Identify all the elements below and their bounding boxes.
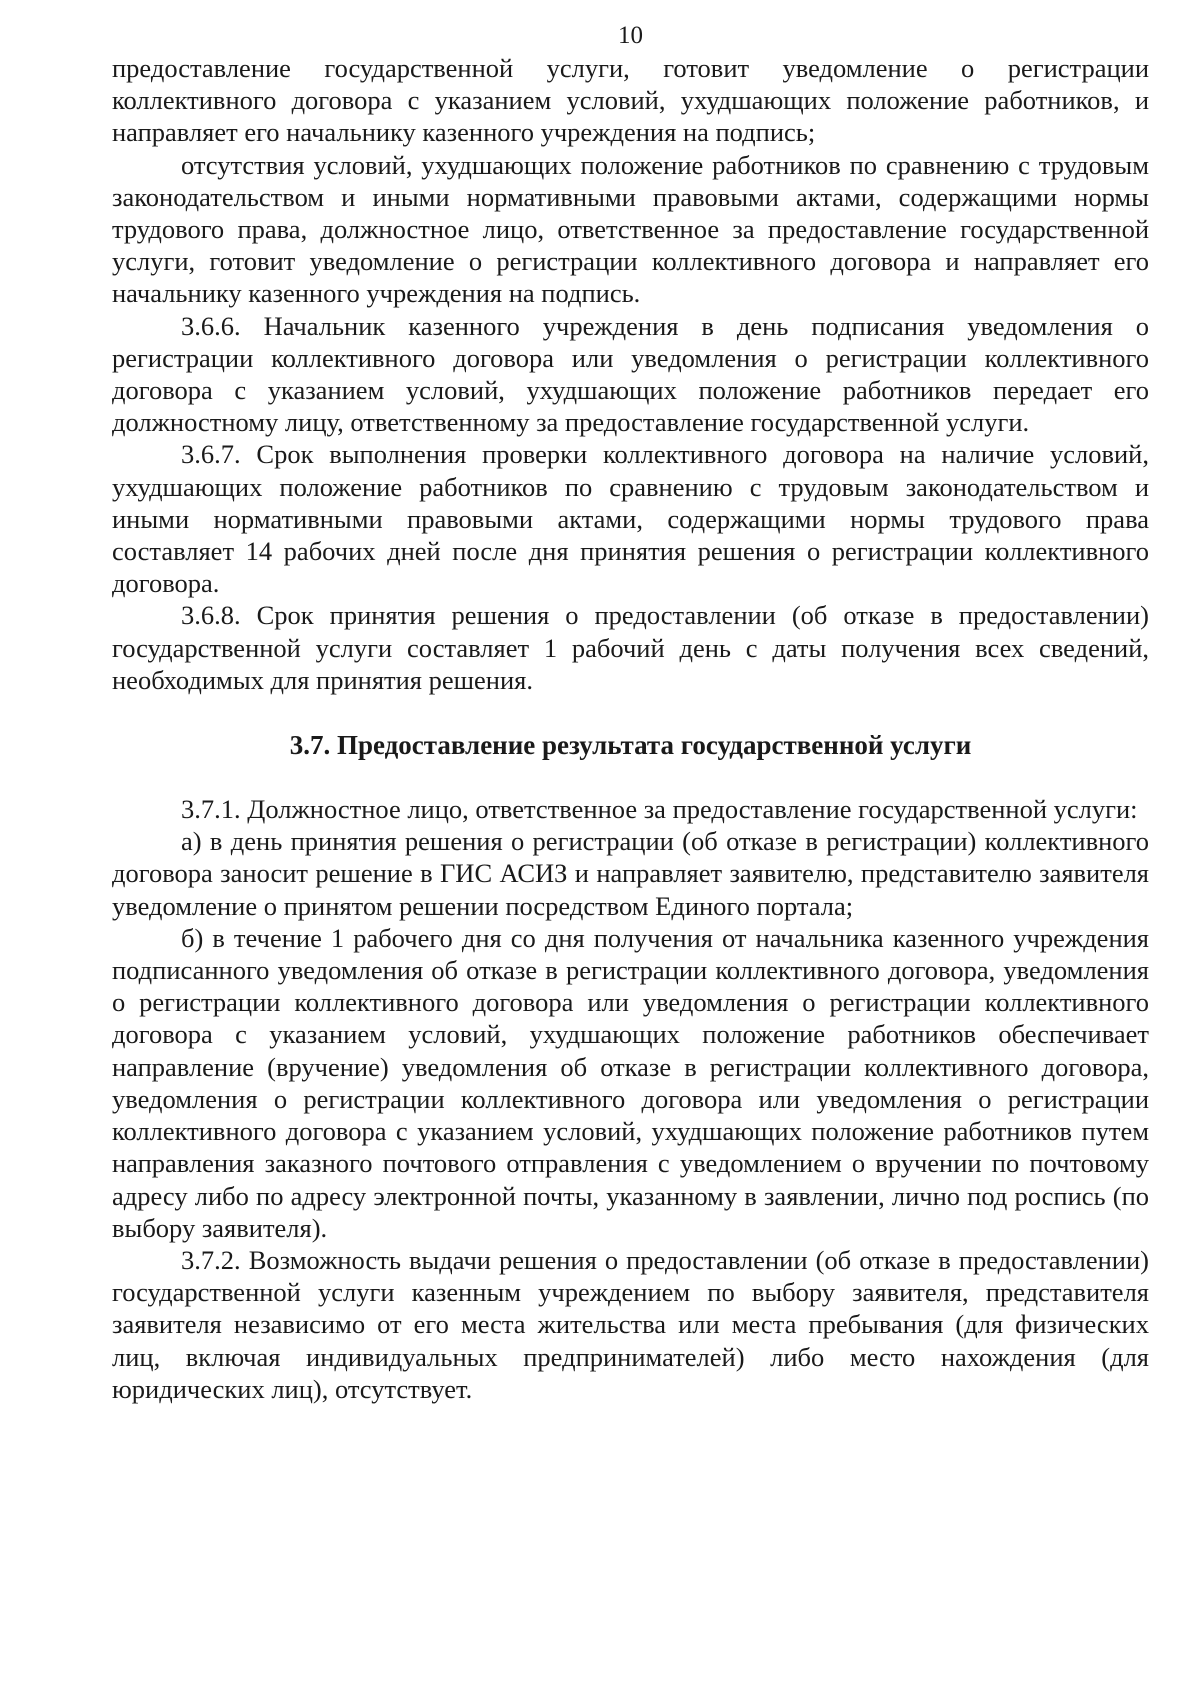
paragraph-3-7-1-a: а) в день принятия решения о регистрации (об отказе в регистрации) коллективного договора заносит решение в ГИС АСИЗ и направляет заявителю, представителю заявителя уведомление о принятом решении посредством Единого портала; [112,826,1149,921]
paragraph-3-6-8: 3.6.8. Срок принятия решения о предоставлении (об отказе в предоставлении) государственной услуги составляет 1 рабочий день с даты получения всех сведений, необходимых для принятия решения. [112,600,1149,695]
paragraph-3-7-1: 3.7.1. Должностное лицо, ответственное за предоставление государственной услуги: [181,794,1138,825]
page-number: 10 [618,22,643,49]
paragraph-3-7-2: 3.7.2. Возможность выдачи решения о предоставлении (об отказе в предоставлении) государственной услуги казенным учреждением по выбору заявителя, представителя заявителя независимо от его места жительства или места пребывания (для физических лиц, включая индивидуальных предпринимателей) либо место нахождения (для юридических лиц), отсутствует. [112,1244,1149,1404]
paragraph-no-worsening-conditions: отсутствия условий, ухудшающих положение работников по сравнению с трудовым законодательством и иными нормативными правовыми актами, содержащими нормы трудового права, должностное лицо, ответственное за предоставление государственной услуги, готовит уведомление о регистрации коллективного договора и направляет его начальнику казенного учреждения на подпись. [112,149,1149,309]
paragraph-3-7-1-b: б) в течение 1 рабочего дня со дня получения от начальника казенного учреждения подписанного уведомления об отказе в регистрации коллективного договора, уведомления о регистрации коллективного договора или уведомления о регистрации коллективного договора с указанием условий, ухудшающих положение работников обеспечивает направление (вручение) уведомления об отказе в регистрации коллективного договора, уведомления о регистрации коллективного договора или уведомления о регистрации коллективного договора с указанием условий, ухудшающих положение работников путем направления заказного почтового отправления с уведомлением о вручении по почтовому адресу либо по адресу электронной почты, указанному в заявлении, лично под роспись (по выбору заявителя). [112,922,1149,1243]
paragraph-continuation: предоставление государственной услуги, готовит уведомление о регистрации коллективного договора с указанием условий, ухудшающих положение работников, и направляет его начальнику казенного учреждения на подпись; [112,53,1149,148]
paragraph-3-6-7: 3.6.7. Срок выполнения проверки коллективного договора на наличие условий, ухудшающих положение работников по сравнению с трудовым законодательством и иными нормативными правовыми актами, содержащими нормы трудового права составляет 14 рабочих дней после дня принятия решения о регистрации коллективного договора. [112,439,1149,599]
section-heading-3-7: 3.7. Предоставление результата государственной услуги [289,730,972,761]
paragraph-3-6-6: 3.6.6. Начальник казенного учреждения в день подписания уведомления о регистрации коллективного договора или уведомления о регистрации коллективного договора с указанием условий, ухудшающих положение работников передает его должностному лицу, ответственному за предоставление государственной услуги. [112,310,1149,438]
document-page [112,22,1149,1405]
